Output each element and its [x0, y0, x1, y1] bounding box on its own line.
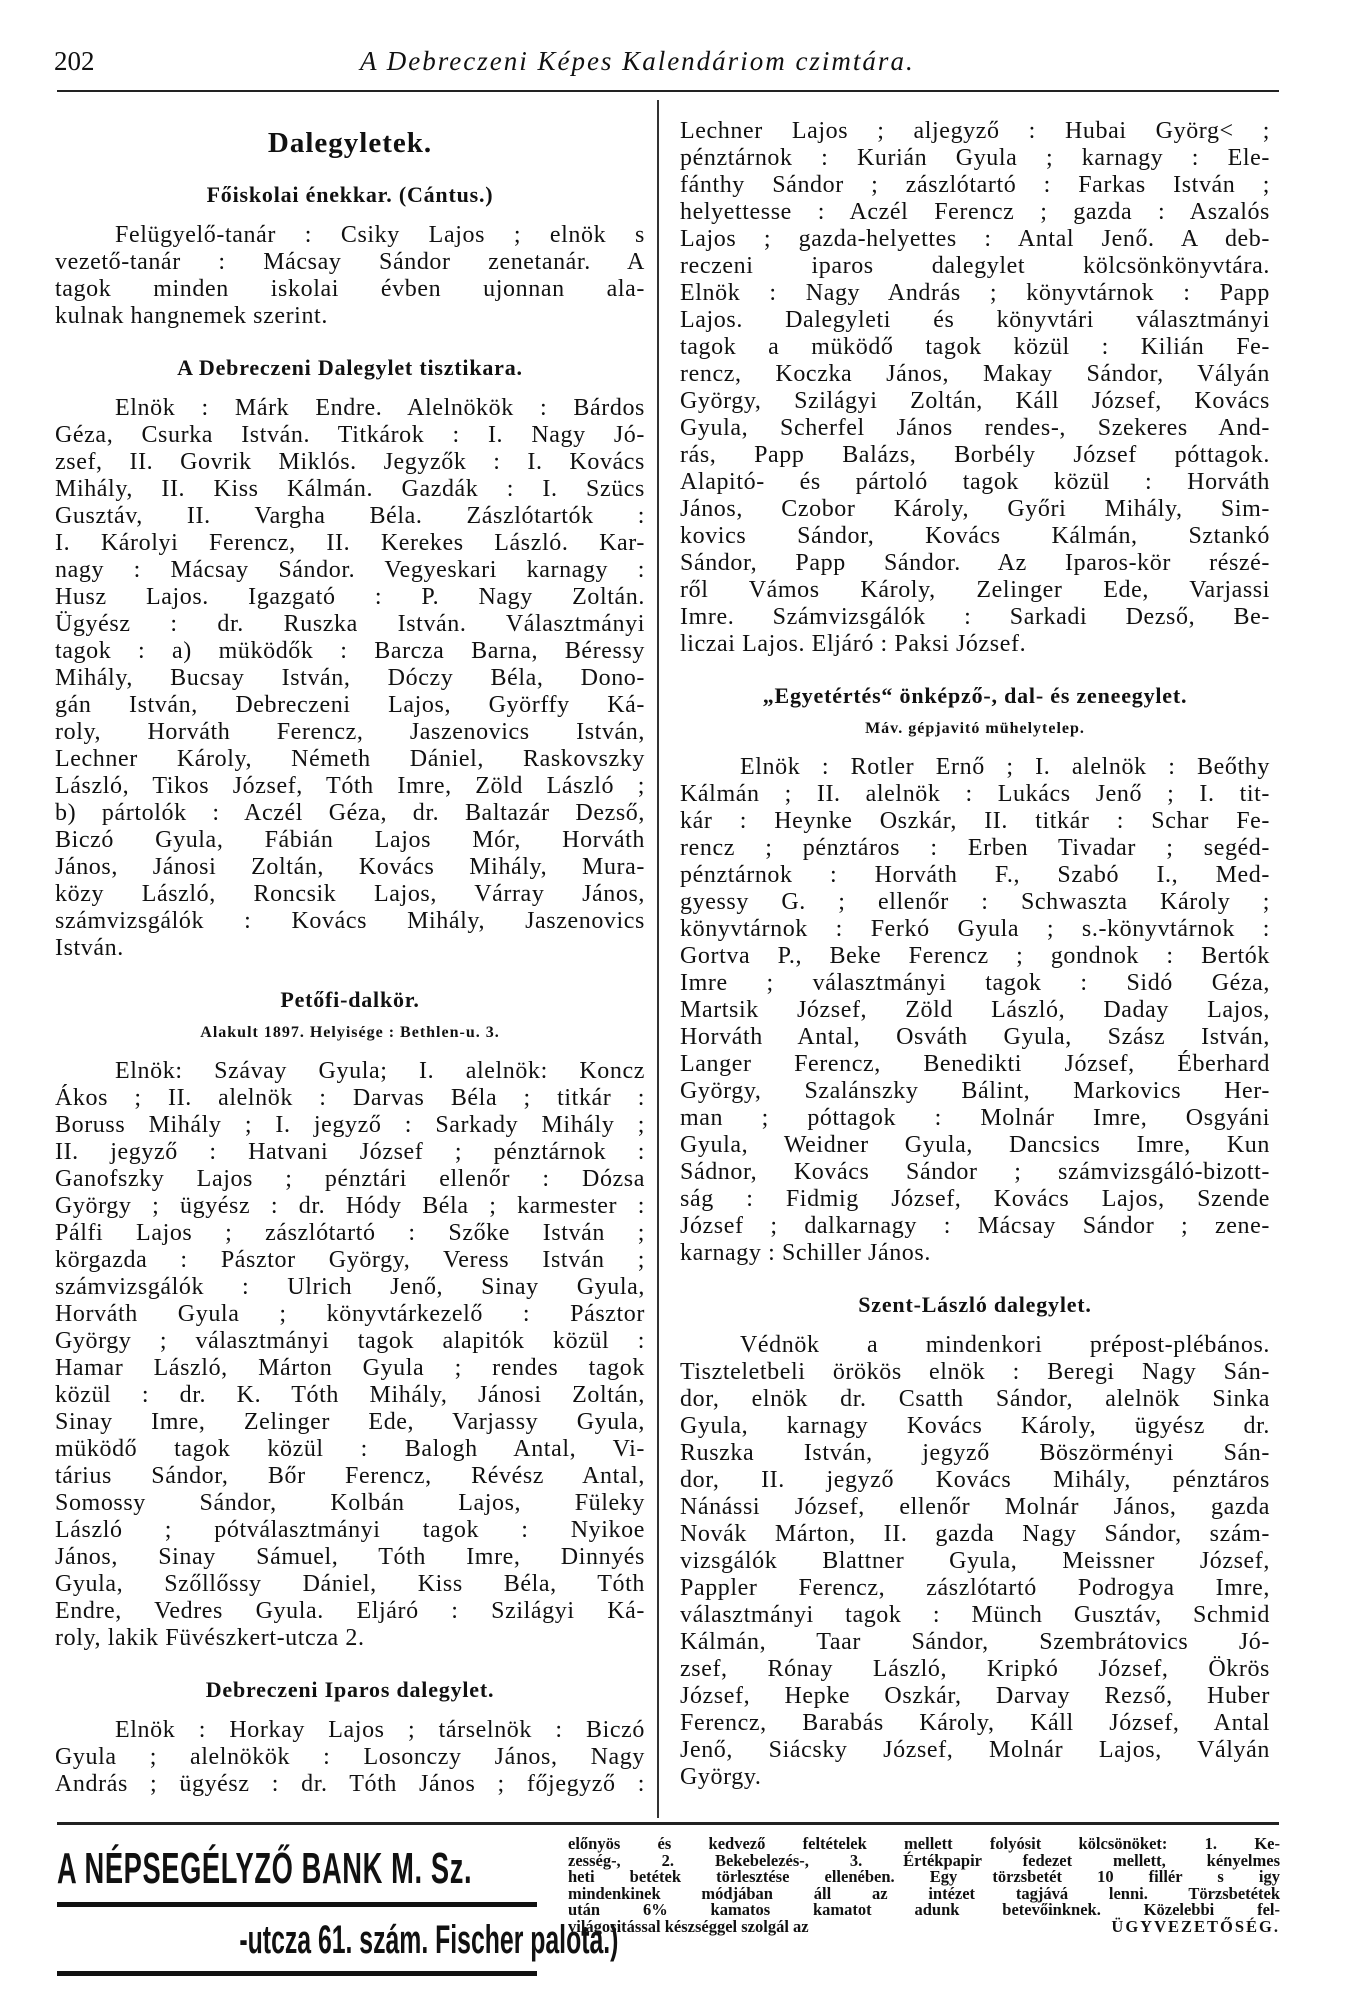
- text-line: vezető-tanár : Mácsay Sándor zenetanár. A: [55, 249, 645, 275]
- text-line: József, Hepke Oszkár, Darvay Rezső, Huber: [680, 1683, 1270, 1709]
- paragraph: [55, 222, 645, 330]
- text-line: Elnök : Márk Endre. Alelnökök : Bárdos: [115, 395, 645, 421]
- text-line: Hamar László, Márton Gyula ; rendes tagok: [55, 1355, 645, 1381]
- left-column: [55, 112, 645, 1798]
- text-line: kár : Heynke Oszkár, II. titkár : Schar Fe-: [680, 808, 1270, 834]
- text-line: János, Jánosi Zoltán, Kovács Mihály, Mura-: [55, 854, 645, 880]
- running-title: A Debreczeni Képes Kalendáriom czimtára.: [360, 46, 915, 76]
- text-line: müködő tagok közül : Balogh Antal, Vi-: [55, 1436, 645, 1462]
- text-line: Pálfi Lajos ; zászlótartó : Szőke István ;: [55, 1220, 645, 1246]
- text-line: Elnök : Rotler Ernő ; I. alelnök : Beőthy: [740, 754, 1270, 780]
- text-line: karnagy : Schiller János.: [680, 1240, 931, 1266]
- text-line: Imre. Számvizsgálók : Sarkadi Dezső, Be-: [680, 604, 1270, 630]
- text-line: Gortva P., Beke Ferencz ; gondnok : Bertók: [680, 943, 1270, 969]
- text-line: Elnök: Szávay Gyula; I. alelnök: Koncz: [115, 1058, 645, 1084]
- text-line: János, Czobor Károly, Győri Mihály, Sim-: [680, 496, 1270, 522]
- text-line: Tiszteletbeli örökös elnök : Beregi Nagy Sán-: [680, 1359, 1270, 1385]
- section-heading: Debreczeni Iparos dalegylet.: [205, 1677, 495, 1702]
- text-line: roly, lakik Füvészkert-utcza 2.: [55, 1625, 365, 1651]
- text-line: András ; ügyész : dr. Tóth János ; főjegyző :: [55, 1771, 645, 1797]
- text-line: Endre, Vedres Gyula. Eljáró : Szilágyi Ká-: [55, 1598, 645, 1624]
- ad-text-line: előnyös és kedvező feltételek mellett folyósit kölcsönöket: 1. Ke-: [568, 1834, 1280, 1853]
- text-line: ság : Fidmig József, Kovács Lajos, Szende: [680, 1186, 1270, 1212]
- advertisement-text: [568, 1836, 1280, 1935]
- text-line: man ; póttagok : Molnár Imre, Osgyáni: [680, 1105, 1270, 1131]
- bank-name: A NÉPSEGÉLYZŐ BANK M. Sz.: [57, 1844, 473, 1893]
- text-line: Ganofszky Lajos ; pénztári ellenőr : Dózsa: [55, 1166, 645, 1192]
- text-line: Mihály, Bucsay István, Dóczy Béla, Dono-: [55, 665, 645, 691]
- text-line: dor, II. jegyző Kovács Mihály, pénztáros: [680, 1467, 1270, 1493]
- text-line: György.: [680, 1764, 762, 1790]
- text-line: Nánássi József, ellenőr Molnár János, gazda: [680, 1494, 1270, 1520]
- text-line: Felügyelő-tanár : Csiky Lajos ; elnök s: [115, 222, 645, 248]
- text-line: Alapitó- és pártoló tagok közül : Horváth: [680, 469, 1270, 495]
- text-line: Horváth Antal, Osváth Gyula, Szász István,: [680, 1024, 1270, 1050]
- text-line: tagok minden iskolai évben ujonnan ala-: [55, 276, 645, 302]
- text-line: György, Szilágyi Zoltán, Káll József, Kovács: [680, 388, 1270, 414]
- text-line: Ruszka István, jegyző Böszörményi Sán-: [680, 1440, 1270, 1466]
- paragraph: [55, 1717, 645, 1798]
- text-line: tagok a müködő tagok közül : Kilián Fe-: [680, 334, 1270, 360]
- text-line: László, Tikos József, Tóth Imre, Zöld László ;: [55, 773, 645, 799]
- text-line: Boruss Mihály ; I. jegyző : Sarkady Mihály ;: [55, 1112, 645, 1138]
- text-line: Pappler Ferencz, zászlótartó Podrogya Imre,: [680, 1575, 1270, 1601]
- text-line: választmányi tagok : Münch Gusztáv, Schmid: [680, 1602, 1270, 1628]
- text-line: Langer Ferencz, Benedikti József, Éberhard: [680, 1051, 1270, 1077]
- section-subheading: Alakult 1897. Helyisége : Bethlen-u. 3.: [200, 1024, 500, 1041]
- text-line: gán István, Debreczeni Lajos, Györffy Ká-: [55, 692, 645, 718]
- text-line: József ; dalkarnagy : Mácsay Sándor ; zene-: [680, 1213, 1270, 1239]
- text-line: rás, Papp Balázs, Borbély József póttagok.: [680, 442, 1270, 468]
- text-line: Lajos ; gazda-helyettes : Antal Jenő. A deb-: [680, 226, 1270, 252]
- paragraph: [680, 1332, 1270, 1791]
- paragraph: [55, 395, 645, 962]
- text-line: Martsik József, Zöld László, Daday Lajos,: [680, 997, 1270, 1023]
- ad-rule: [57, 1971, 537, 1976]
- text-line: Géza, Csurka István. Titkárok : I. Nagy Jó-: [55, 422, 645, 448]
- ad-text-line: mindenkinek módjában áll az intézet tagjává lenni. Törzsbetétek: [568, 1883, 1280, 1903]
- text-line: Gyula, Scherfel János rendes-, Szekeres And-: [680, 415, 1270, 441]
- text-line: Gyula, karnagy Kovács Károly, ügyész dr.: [680, 1413, 1270, 1439]
- text-line: Gyula ; alelnökök : Losonczy János, Nagy: [55, 1744, 645, 1770]
- text-line: Elnök : Nagy András ; könyvtárnok : Papp: [680, 280, 1270, 306]
- paragraph: [55, 1058, 645, 1652]
- text-line: számvizsgálók : Kovács Mihály, Jaszenovics: [55, 908, 645, 934]
- text-line: György ; ügyész : dr. Hódy Béla ; karmester :: [55, 1193, 645, 1219]
- text-line: Kálmán, Taar Sándor, Szembrátovics Jó-: [680, 1629, 1270, 1655]
- text-line: Biczó Gyula, Fábián Lajos Mór, Horváth: [55, 827, 645, 853]
- text-line: Gyula, Weidner Gyula, Dancsics Imre, Kun: [680, 1132, 1270, 1158]
- text-line: közy László, Roncsik Lajos, Várray János,: [55, 881, 645, 907]
- text-line: Ákos ; II. alelnök : Darvas Béla ; titkár :: [55, 1085, 645, 1111]
- text-line: I. Károlyi Ferencz, II. Kerekes László. Kar-: [55, 530, 645, 556]
- text-line: Mihály, II. Kiss Kálmán. Gazdák : I. Szücs: [55, 476, 645, 502]
- bank-address: -utcza 61. szám. Fischer palota.): [239, 1918, 619, 1962]
- section-heading: Főiskolai énekkar. (Cántus.): [206, 182, 494, 207]
- ad-text-line: után 6% kamatos kamatot adunk betevőinknek. Közelebbi fel-: [568, 1900, 1280, 1919]
- text-line: Sinay Imre, Zelinger Ede, Varjassy Gyula,: [55, 1409, 645, 1435]
- paragraph: [680, 754, 1270, 1267]
- text-line: gyessy G. ; ellenőr : Schwaszta Károly ;: [680, 889, 1270, 915]
- right-column: [680, 118, 1270, 1791]
- paragraph: [680, 118, 1270, 658]
- text-line: Novák Márton, II. gazda Nagy Sándor, szám-: [680, 1521, 1270, 1547]
- text-line: László ; pótválasztmányi tagok : Nyikoe: [55, 1517, 645, 1543]
- text-line: körgazda : Pásztor György, Veress István ;: [55, 1247, 645, 1273]
- text-line: kulnak hangnemek szerint.: [55, 303, 328, 329]
- text-line: tagok : a) müködők : Barcza Barna, Béressy: [55, 638, 645, 664]
- text-line: György ; választmányi tagok alapitók közül :: [55, 1328, 645, 1354]
- text-line: Horváth Gyula ; könyvtárkezelő : Pásztor: [55, 1301, 645, 1327]
- text-line: Elnök : Horkay Lajos ; társelnök : Biczó: [115, 1717, 645, 1743]
- text-line: György, Szalánszky Bálint, Markovics Her-: [680, 1078, 1270, 1104]
- section-title: Dalegyletek.: [267, 127, 433, 159]
- text-line: reczeni iparos dalegylet kölcsönkönyvtára.: [680, 253, 1270, 279]
- text-line: II. jegyző : Hatvani József ; pénztárnok :: [55, 1139, 645, 1165]
- text-line: Lechner Lajos ; aljegyző : Hubai Györg< ;: [680, 118, 1270, 144]
- text-line: helyettesse : Aczél Ferencz ; gazda : Aszalós: [680, 199, 1270, 225]
- text-line: nagy : Mácsay Sándor. Vegyeskari karnagy :: [55, 557, 645, 583]
- section-subheading: Máv. gépjavitó mühelytelep.: [865, 720, 1085, 737]
- text-line: István.: [55, 935, 124, 961]
- text-line: vizsgálók Blattner Gyula, Meissner József,: [680, 1548, 1270, 1574]
- text-line: Imre ; választmányi tagok : Sidó Géza,: [680, 970, 1270, 996]
- ad-signature: ÜGYVEZETŐSÉG.: [1111, 1916, 1280, 1936]
- ad-text-line: [568, 1916, 1280, 1936]
- ad-closing-text: világositással készséggel szolgál az: [568, 1916, 809, 1936]
- text-line: rencz, Koczka János, Makay Sándor, Vályán: [680, 361, 1270, 387]
- page-number: 202: [54, 46, 95, 76]
- text-line: pénztárnok : Horváth F., Szabó I., Med-: [680, 862, 1270, 888]
- section-heading: A Debreczeni Dalegylet tisztikara.: [177, 355, 523, 380]
- header-rule: [57, 90, 1279, 92]
- text-line: pénztárnok : Kurián Gyula ; karnagy : Ele-: [680, 145, 1270, 171]
- ad-rule: [57, 1902, 537, 1907]
- text-line: Somossy Sándor, Kolbán Lajos, Füleky: [55, 1490, 645, 1516]
- text-line: Ferencz, Barabás Károly, Káll József, Antal: [680, 1710, 1270, 1736]
- text-line: zsef, II. Govrik Miklós. Jegyzők : I. Kovács: [55, 449, 645, 475]
- text-line: ről Vámos Károly, Zelinger Ede, Varjassi: [680, 577, 1270, 603]
- ad-text-line: heti betétek törlesztése ellenében. Egy törzsbetét 10 fillér s igy: [568, 1867, 1280, 1886]
- section-heading: Petőfi-dalkör.: [280, 987, 420, 1012]
- text-line: könyvtárnok : Ferkó Gyula ; s.-könyvtárnok :: [680, 916, 1270, 942]
- advertisement-banner: [57, 1844, 619, 1988]
- text-line: Gyula, Szőllőssy Dániel, Kiss Béla, Tóth: [55, 1571, 645, 1597]
- text-line: rencz ; pénztáros : Erben Tivadar ; segéd-: [680, 835, 1270, 861]
- text-line: b) pártolók : Aczél Géza, dr. Baltazár Dezső,: [55, 800, 645, 826]
- text-line: tárius Sándor, Bőr Ferencz, Révész Antal,: [55, 1463, 645, 1489]
- text-line: Lajos. Dalegyleti és könyvtári választmányi: [680, 307, 1270, 333]
- column-divider: [657, 100, 659, 1818]
- text-line: kovics Sándor, Kovács Kálmán, Sztankó: [680, 523, 1270, 549]
- text-line: Védnök a mindenkori prépost-plébános.: [740, 1332, 1270, 1358]
- text-line: János, Sinay Sámuel, Tóth Imre, Dinnyés: [55, 1544, 645, 1570]
- text-line: Lechner Károly, Németh Dániel, Raskovszky: [55, 746, 645, 772]
- text-line: Sádnor, Kovács Sándor ; számvizsgáló-bizott-: [680, 1159, 1270, 1185]
- text-line: zsef, Rónay László, Kripkó József, Ökrös: [680, 1656, 1270, 1682]
- text-line: Kálmán ; II. alelnök : Lukács Jenő ; I. tit-: [680, 781, 1270, 807]
- text-line: roly, Horváth Ferencz, Jaszenovics István,: [55, 719, 645, 745]
- text-line: számvizsgálók : Ulrich Jenő, Sinay Gyula,: [55, 1274, 645, 1300]
- footer-rule: [57, 1822, 1279, 1825]
- text-line: közül : dr. K. Tóth Mihály, Jánosi Zoltán,: [55, 1382, 645, 1408]
- ad-text-line: zesség-, 2. Bekebelezés-, 3. Értékpapir fedezet mellett, kényelmes: [568, 1850, 1280, 1870]
- text-line: liczai Lajos. Eljáró : Paksi József.: [680, 631, 1027, 657]
- text-line: fánthy Sándor ; zászlótartó : Farkas István ;: [680, 172, 1270, 198]
- text-line: Sándor, Papp Sándor. Az Iparos-kör részé-: [680, 550, 1270, 576]
- text-line: Gusztáv, II. Vargha Béla. Zászlótartók :: [55, 503, 645, 529]
- text-line: Jenő, Siácsky József, Molnár Lajos, Vályán: [680, 1737, 1270, 1763]
- text-line: dor, elnök dr. Csatth Sándor, alelnök Sinka: [680, 1386, 1270, 1412]
- section-heading: Szent-László dalegylet.: [858, 1292, 1092, 1317]
- section-heading: „Egyetértés“ önképző-, dal- és zeneegylet.: [762, 683, 1188, 708]
- text-line: Husz Lajos. Igazgató : P. Nagy Zoltán.: [55, 584, 645, 610]
- text-line: Ügyész : dr. Ruszka István. Választmányi: [55, 611, 645, 637]
